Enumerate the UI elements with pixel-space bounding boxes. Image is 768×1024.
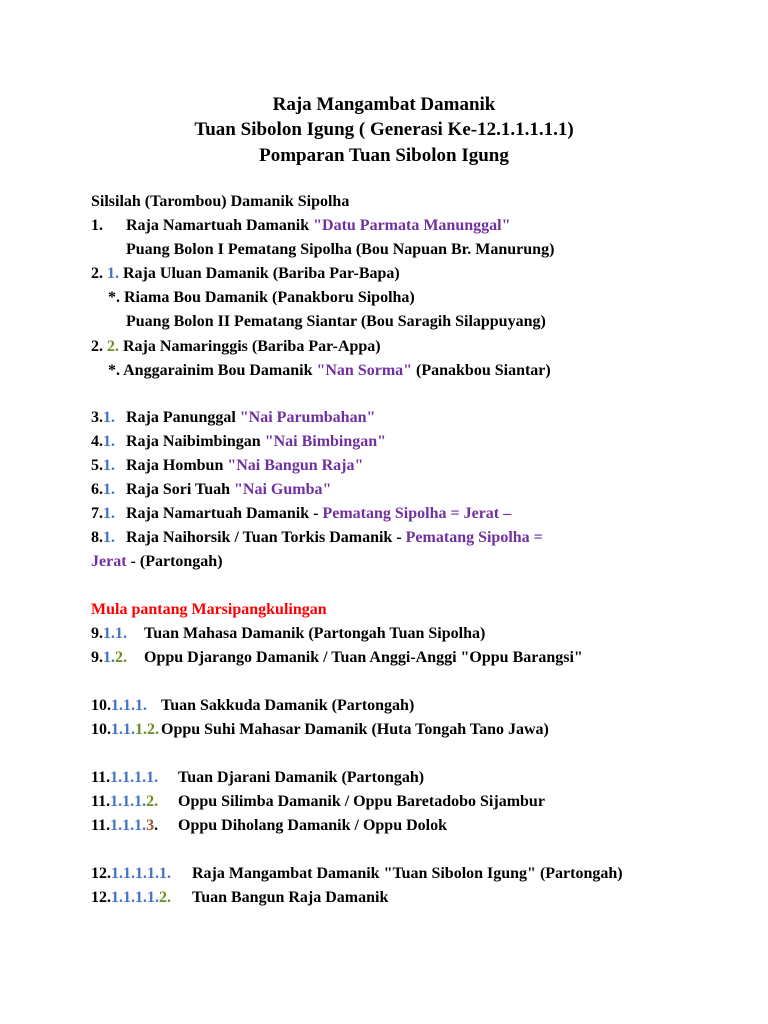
entry-number: 11.	[91, 769, 111, 786]
entry-subnumber: 2.	[107, 338, 119, 355]
title-line-2: Tuan Sibolon Igung ( Generasi Ke-12.1.1.1.1.1)	[194, 119, 574, 140]
entry-title: "Nai Bangun Raja"	[227, 457, 364, 474]
entry-3	[91, 406, 375, 430]
gen-10-entry-b	[91, 718, 549, 742]
entry-2-2	[91, 335, 381, 359]
gen-11-entry-a	[91, 766, 424, 790]
entry-subnumber: 1.1.1.1.1.	[111, 865, 171, 882]
entry-number: 9.	[91, 625, 103, 642]
entry-number: 11.	[91, 793, 111, 810]
entry-4	[91, 430, 386, 454]
silsilah-heading: Silsilah (Tarombou) Damanik Sipolha	[91, 193, 350, 210]
entry-subnumber: 1.1.1.	[110, 817, 147, 834]
entry-number: 9.	[91, 649, 103, 666]
entry-subnumber-dot: .	[154, 817, 159, 834]
entry-title: "Nai Bimbingan"	[264, 433, 387, 450]
gen-9-entry-b	[91, 646, 583, 670]
entry-name: Raja Naihorsik / Tuan Torkis Damanik -	[126, 529, 406, 546]
entry-2-2-sister	[108, 359, 551, 383]
entry-8-continued	[91, 550, 223, 574]
title-line-1: Raja Mangambat Damanik	[272, 94, 496, 115]
entry-number: 10.	[91, 697, 111, 714]
entry-subnumber: 1.	[107, 265, 119, 282]
entry-subnumber-2: 2.	[146, 793, 159, 810]
entry-title: "Datu Parmata Manunggal"	[313, 217, 511, 234]
entry-subnumber-2: 3	[146, 817, 155, 834]
gen-10-entry-a	[91, 694, 414, 718]
entry-title-cont: Jerat	[91, 553, 127, 570]
entry-title: Pematang Sipolha = Jerat –	[322, 505, 512, 522]
entry-number: 2.	[91, 338, 107, 355]
entry-name: Raja Naibimbingan	[126, 433, 265, 450]
entry-subnumber: 1.1.	[103, 625, 127, 642]
entry-2-1-wife: Puang Bolon II Pematang Siantar (Bou Saragih Silappuyang)	[126, 313, 546, 330]
gen-11-entry-c	[91, 814, 447, 838]
entry-1	[91, 214, 510, 238]
entry-8	[91, 526, 543, 550]
entry-subnumber: 1.1.1.	[110, 793, 147, 810]
gen-12-entry-a	[91, 862, 623, 886]
entry-title: "Nai Gumba"	[234, 481, 332, 498]
entry-subnumber-2: 1.2.	[135, 721, 159, 738]
entry-6	[91, 478, 331, 502]
entry-subnumber: 1.1.	[111, 721, 135, 738]
entry-1-wife: Puang Bolon I Pematang Sipolha (Bou Napuan Br. Manurung)	[126, 241, 555, 258]
entry-name: Oppu Silimba Damanik / Oppu Baretadobo Sijambur	[178, 793, 545, 810]
gen-9-entry-a	[91, 622, 485, 646]
entry-number: 12.	[91, 865, 111, 882]
entry-title: "Nai Parumbahan"	[239, 409, 376, 426]
entry-2-1-sister: *. Riama Bou Damanik (Panakboru Sipolha)	[108, 289, 415, 306]
entry-subnumber: 1.1.1.	[111, 697, 147, 714]
sister-note: (Panakbou Siantar)	[412, 362, 551, 379]
entry-number: 11.	[91, 817, 111, 834]
sister-title: "Nan Sorma"	[316, 362, 413, 379]
entry-number: 7.	[91, 505, 103, 522]
entry-number: 8.	[91, 529, 103, 546]
entry-subnumber: 1.	[103, 505, 115, 522]
entry-name: Oppu Diholang Damanik / Oppu Dolok	[178, 817, 447, 834]
entry-name: Raja Namartuah Damanik	[126, 217, 314, 234]
entry-note: - (Partongah)	[126, 553, 223, 570]
entry-subnumber: 1.1.1.1.	[110, 769, 159, 786]
entry-name: Raja Hombun	[126, 457, 228, 474]
entry-number: 10.	[91, 721, 111, 738]
entry-name: Raja Sori Tuah	[126, 481, 235, 498]
entry-subnumber: 1.	[103, 409, 115, 426]
entry-name: Raja Uluan Damanik (Bariba Par-Bapa)	[119, 265, 400, 282]
entry-subnumber: 1.	[103, 529, 115, 546]
entry-number: 5.	[91, 457, 103, 474]
entry-name: Raja Namaringgis (Bariba Par-Appa)	[119, 338, 381, 355]
entry-5	[91, 454, 363, 478]
entry-name: Raja Mangambat Damanik "Tuan Sibolon Igung" (Partongah)	[192, 865, 623, 882]
entry-subnumber: 1.	[103, 457, 115, 474]
entry-subnumber-2: 2.	[115, 649, 127, 666]
mula-pantang-heading: Mula pantang Marsipangkulingan	[91, 601, 327, 618]
entry-name: Oppu Suhi Mahasar Damanik (Huta Tongah Tano Jawa)	[161, 721, 549, 738]
entry-subnumber: 1.	[103, 433, 115, 450]
entry-number: 4.	[91, 433, 103, 450]
entry-name: Tuan Mahasa Damanik (Partongah Tuan Sipolha)	[144, 625, 486, 642]
entry-number: 3.	[91, 409, 103, 426]
entry-name: Raja Panunggal	[126, 409, 240, 426]
entry-2-1	[91, 262, 400, 286]
entry-subnumber-2: 2.	[159, 889, 171, 906]
entry-name: Oppu Djarango Damanik / Tuan Anggi-Anggi "Oppu Barangsi"	[144, 649, 583, 666]
gen-12-entry-b	[91, 886, 388, 910]
entry-title: Pematang Sipolha =	[405, 529, 543, 546]
gen-11-entry-b	[91, 790, 545, 814]
entry-subnumber: 1.1.1.1.	[111, 889, 159, 906]
entry-number: 2.	[91, 265, 107, 282]
entry-number: 1.	[91, 217, 103, 234]
entry-name: Tuan Sakkuda Damanik (Partongah)	[161, 697, 415, 714]
entry-7	[91, 502, 511, 526]
entry-number: 12.	[91, 889, 111, 906]
title-line-3: Pomparan Tuan Sibolon Igung	[259, 145, 509, 166]
entry-name: Tuan Bangun Raja Damanik	[192, 889, 389, 906]
entry-name: Tuan Djarani Damanik (Partongah)	[178, 769, 425, 786]
sister-name: *. Anggarainim Bou Damanik	[108, 362, 317, 379]
entry-name: Raja Namartuah Damanik -	[126, 505, 323, 522]
entry-subnumber: 1.	[103, 481, 115, 498]
entry-subnumber: 1.	[103, 649, 115, 666]
entry-number: 6.	[91, 481, 103, 498]
